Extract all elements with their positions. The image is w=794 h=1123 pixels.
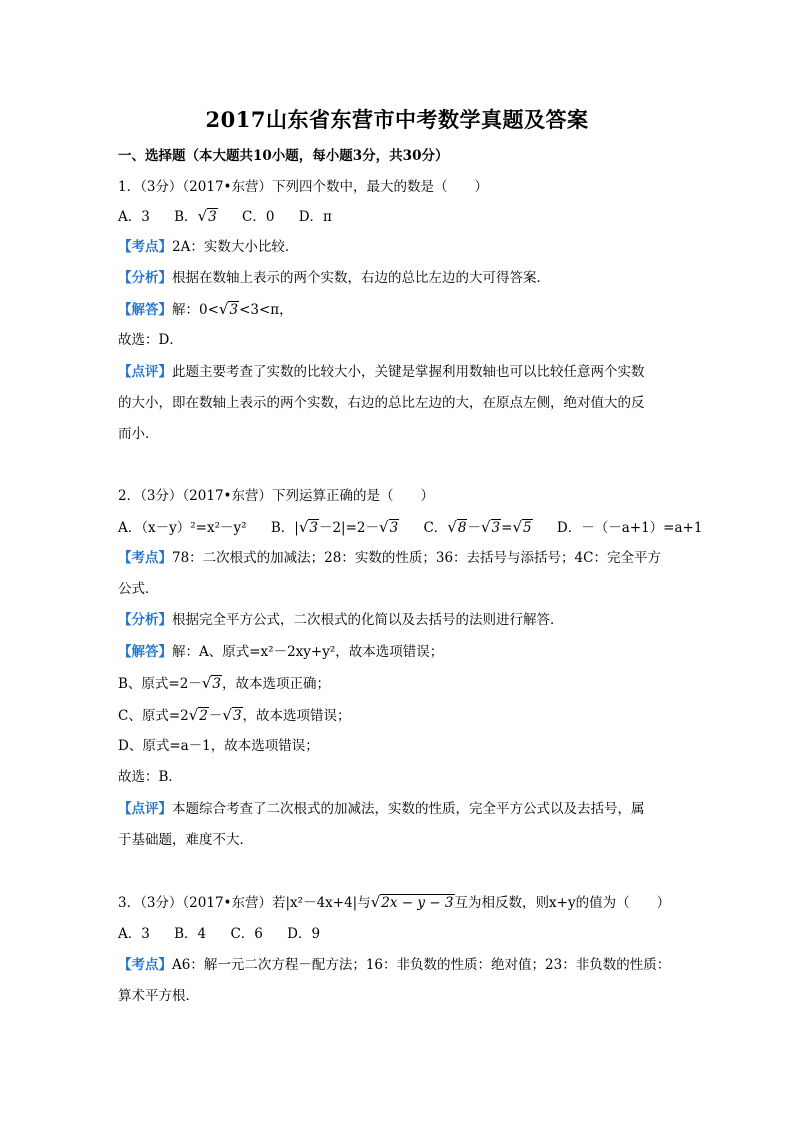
q3-option-d: D．9 <box>287 926 321 942</box>
q2-options <box>118 517 703 538</box>
page-title: 2017山东省东营市中考数学真题及答案 <box>205 107 589 132</box>
q2-option-b: B．|√3－2|=2－√3 <box>270 518 399 536</box>
sqrt-icon: √ <box>218 300 229 318</box>
q1-fenxi: 【分析】根据在数轴上表示的两个实数，右边的总比左边的大可得答案． <box>118 270 550 286</box>
q1-dianping-2: 的大小，即在数轴上表示的两个实数，右边的总比左边的大，在原点左侧，绝对值大的反 <box>118 395 645 411</box>
q3-kaodian-1: 【考点】A6：解一元二次方程－配方法；16：非负数的性质：绝对值；23：非负数的性质： <box>118 957 671 973</box>
q2-option-d: D．－（－a+1）=a+1 <box>556 520 703 536</box>
q2-kaodian-1: 【考点】78：二次根式的加减法；28：实数的性质；36：去括号与添括号；4C：完全平方 <box>118 550 661 566</box>
q1-option-c: C．0 <box>242 209 275 225</box>
sqrt-icon: √ <box>197 207 208 225</box>
q2-dianping-2: 于基础题，难度不大． <box>118 832 253 848</box>
q3-option-a: A．3 <box>118 926 150 942</box>
q1-kaodian: 【考点】2A：实数大小比较． <box>118 239 299 255</box>
q2-dianping-1: 【点评】本题综合考查了二次根式的加减法，实数的性质，完全平方公式以及去括号，属 <box>118 801 645 817</box>
q3-kaodian-2: 算术平方根． <box>118 988 199 1004</box>
q1-option-a: A．3 <box>118 209 150 225</box>
q2-jieda-c: C、原式=2√2－√3，故本选项错误； <box>118 706 351 724</box>
q1-dianping-3: 而小． <box>118 426 159 442</box>
q3-stem: 3．（3分）（2017•东营）若|x²－4x+4|与√2x − y − 3互为相反数，则x+y的值为（ ） <box>118 893 671 911</box>
q1-jieda: 【解答】解：0<√3<3<π， <box>118 300 293 318</box>
q2-kaodian-2: 公式． <box>118 581 159 597</box>
q2-jieda-d: D、原式=a－1，故本选项错误； <box>118 738 319 754</box>
section-heading: 一、选择题（本大题共10小题，每小题3分，共30分） <box>118 148 449 164</box>
q1-dianping-1: 【点评】此题主要考查了实数的比较大小，关键是掌握利用数轴也可以比较任意两个实数 <box>118 364 645 380</box>
q1-option-d: D．π <box>298 209 332 225</box>
q2-fenxi: 【分析】根据完全平方公式，二次根式的化简以及去括号的法则进行解答． <box>118 612 564 628</box>
q1-options <box>118 206 678 227</box>
q3-options <box>118 924 678 944</box>
q1-option-b: B．√3 <box>174 207 217 225</box>
q1-choice: 故选：D． <box>118 332 183 348</box>
q3-option-c: C．6 <box>230 926 263 942</box>
q2-jieda-a: 【解答】解：A、原式=x²－2xy+y²，故本选项错误； <box>118 644 444 660</box>
q2-option-a: A．（x－y）²=x²－y² <box>118 520 247 536</box>
q2-option-c: C．√8－√3=√5 <box>423 518 532 536</box>
q2-jieda-b: B、原式=2－√3，故本选项正确； <box>118 674 330 692</box>
q1-stem: 1．（3分）（2017•东营）下列四个数中，最大的数是（ ） <box>118 179 488 195</box>
q3-option-b: B．4 <box>174 926 207 942</box>
q2-stem: 2．（3分）（2017•东营）下列运算正确的是（ ） <box>118 488 434 504</box>
q2-choice: 故选：B． <box>118 769 182 785</box>
